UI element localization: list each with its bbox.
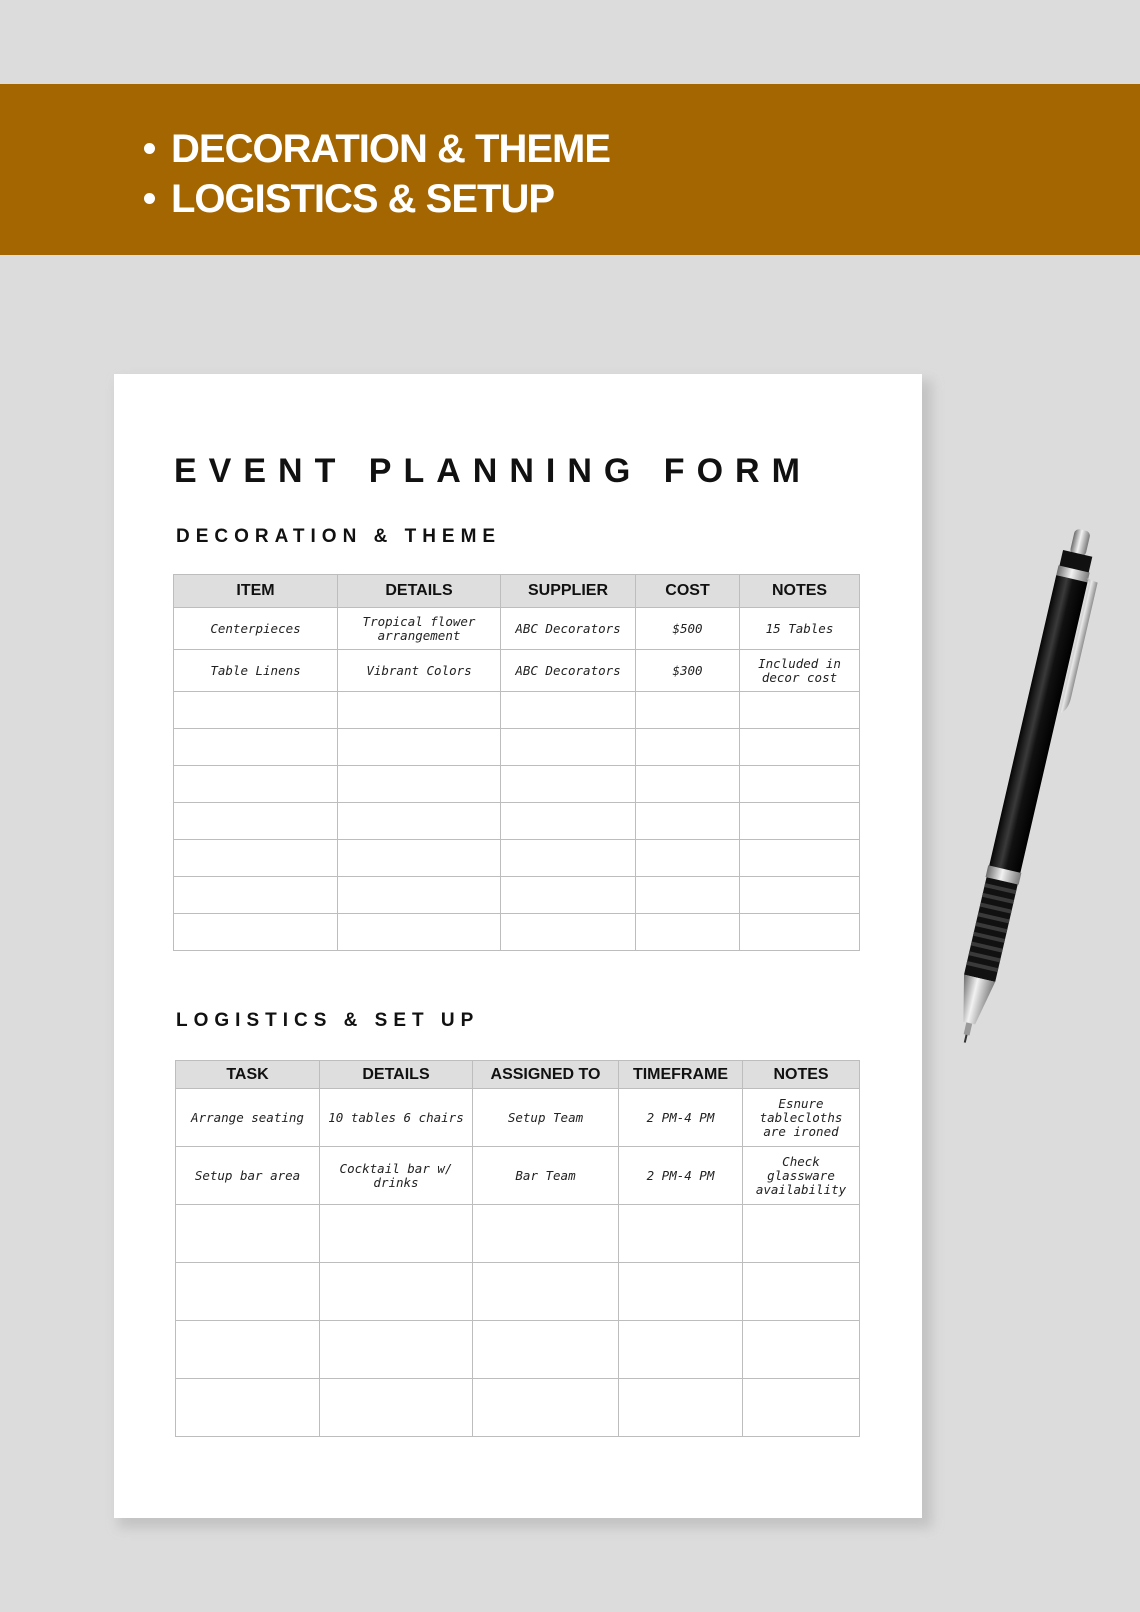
table-row [174, 766, 860, 803]
table-cell[interactable] [501, 803, 636, 840]
table-cell[interactable] [619, 1205, 743, 1263]
table-cell[interactable] [636, 692, 740, 729]
table-cell[interactable] [636, 729, 740, 766]
table-cell[interactable] [619, 1379, 743, 1437]
table-cell[interactable] [320, 1321, 473, 1379]
table-cell[interactable] [740, 729, 860, 766]
table-cell[interactable] [174, 877, 338, 914]
table-cell[interactable]: Setup bar area [176, 1147, 320, 1205]
table-cell[interactable] [740, 803, 860, 840]
column-header: SUPPLIER [501, 575, 636, 608]
form-sheet [114, 374, 922, 1518]
table-cell[interactable] [619, 1263, 743, 1321]
table-cell[interactable] [501, 914, 636, 951]
table-cell[interactable] [174, 840, 338, 877]
table-cell[interactable]: Tropical flower arrangement [338, 608, 501, 650]
table-cell[interactable] [473, 1321, 619, 1379]
table-row [176, 1321, 860, 1379]
table-cell[interactable] [176, 1263, 320, 1321]
section-title-decoration: DECORATION & THEME [176, 526, 502, 547]
table-cell[interactable] [636, 840, 740, 877]
table-cell[interactable]: Esnure tablecloths are ironed [743, 1089, 860, 1147]
table-cell[interactable] [473, 1263, 619, 1321]
table-row [174, 914, 860, 951]
column-header: ITEM [174, 575, 338, 608]
table-cell[interactable] [501, 766, 636, 803]
table-cell[interactable] [636, 803, 740, 840]
table-cell[interactable] [740, 692, 860, 729]
table-cell[interactable] [320, 1263, 473, 1321]
column-header: NOTES [743, 1061, 860, 1089]
column-header: NOTES [740, 575, 860, 608]
table-cell[interactable] [743, 1205, 860, 1263]
table-cell[interactable] [619, 1321, 743, 1379]
table-cell[interactable]: Check glassware availability [743, 1147, 860, 1205]
column-header: DETAILS [338, 575, 501, 608]
page-title: EVENT PLANNING FORM [174, 452, 812, 490]
column-header: DETAILS [320, 1061, 473, 1089]
table-cell[interactable] [501, 877, 636, 914]
table-cell[interactable] [501, 840, 636, 877]
table-cell[interactable]: Cocktail bar w/ drinks [320, 1147, 473, 1205]
table-cell[interactable]: 15 Tables [740, 608, 860, 650]
table-row [176, 1147, 860, 1205]
column-header: ASSIGNED TO [473, 1061, 619, 1089]
bullet-icon [144, 143, 155, 154]
table-cell[interactable] [338, 766, 501, 803]
table-cell[interactable]: Table Linens [174, 650, 338, 692]
table-row [176, 1089, 860, 1147]
table-row [176, 1205, 860, 1263]
table-cell[interactable] [501, 692, 636, 729]
table-cell[interactable] [176, 1379, 320, 1437]
table-cell[interactable]: Centerpieces [174, 608, 338, 650]
logistics-table [175, 1060, 860, 1437]
table-cell[interactable] [174, 914, 338, 951]
table-cell[interactable] [176, 1205, 320, 1263]
table-cell[interactable]: ABC Decorators [501, 650, 636, 692]
table-cell[interactable] [636, 914, 740, 951]
table-cell[interactable]: Included in decor cost [740, 650, 860, 692]
table-cell[interactable] [473, 1205, 619, 1263]
banner-item-label: LOGISTICS & SETUP [171, 177, 555, 221]
table-row [174, 840, 860, 877]
table-row [174, 650, 860, 692]
table-cell[interactable] [743, 1263, 860, 1321]
table-cell[interactable]: $300 [636, 650, 740, 692]
table-cell[interactable] [636, 766, 740, 803]
banner-item-logistics [144, 174, 610, 224]
table-cell[interactable] [174, 729, 338, 766]
table-row [176, 1379, 860, 1437]
column-header: COST [636, 575, 740, 608]
table-cell[interactable] [320, 1205, 473, 1263]
column-header: TIMEFRAME [619, 1061, 743, 1089]
banner [0, 84, 1140, 255]
table-cell[interactable] [740, 840, 860, 877]
decoration-table [173, 574, 860, 951]
table-cell[interactable] [176, 1321, 320, 1379]
table-cell[interactable] [740, 766, 860, 803]
banner-item-decoration [144, 124, 610, 174]
table-row [174, 729, 860, 766]
table-cell[interactable]: ABC Decorators [501, 608, 636, 650]
table-cell[interactable] [743, 1321, 860, 1379]
table-cell[interactable]: Bar Team [473, 1147, 619, 1205]
table-cell[interactable]: Vibrant Colors [338, 650, 501, 692]
table-cell[interactable] [338, 729, 501, 766]
banner-item-label: DECORATION & THEME [171, 127, 611, 171]
table-cell[interactable]: 10 tables 6 chairs [320, 1089, 473, 1147]
table-cell[interactable] [740, 877, 860, 914]
section-title-logistics: LOGISTICS & SET UP [176, 1010, 480, 1031]
column-header: TASK [176, 1061, 320, 1089]
table-row [174, 692, 860, 729]
table-cell[interactable] [174, 692, 338, 729]
table-cell[interactable] [740, 914, 860, 951]
table-cell[interactable]: Setup Team [473, 1089, 619, 1147]
table-cell[interactable] [338, 840, 501, 877]
table-cell[interactable]: Arrange seating [176, 1089, 320, 1147]
table-cell[interactable] [338, 914, 501, 951]
bullet-icon [144, 193, 155, 204]
table-cell[interactable] [320, 1379, 473, 1437]
table-cell[interactable] [338, 877, 501, 914]
table-row [176, 1263, 860, 1321]
table-cell[interactable] [338, 803, 501, 840]
table-cell[interactable] [743, 1379, 860, 1437]
table-cell[interactable] [473, 1379, 619, 1437]
table-cell[interactable] [338, 692, 501, 729]
table-cell[interactable]: $500 [636, 608, 740, 650]
table-row [174, 877, 860, 914]
table-row [174, 803, 860, 840]
table-cell[interactable] [501, 729, 636, 766]
table-cell[interactable]: 2 PM-4 PM [619, 1147, 743, 1205]
table-cell[interactable] [174, 766, 338, 803]
banner-list [144, 124, 610, 224]
table-row [174, 608, 860, 650]
table-cell[interactable]: 2 PM-4 PM [619, 1089, 743, 1147]
table-cell[interactable] [174, 803, 338, 840]
table-cell[interactable] [636, 877, 740, 914]
